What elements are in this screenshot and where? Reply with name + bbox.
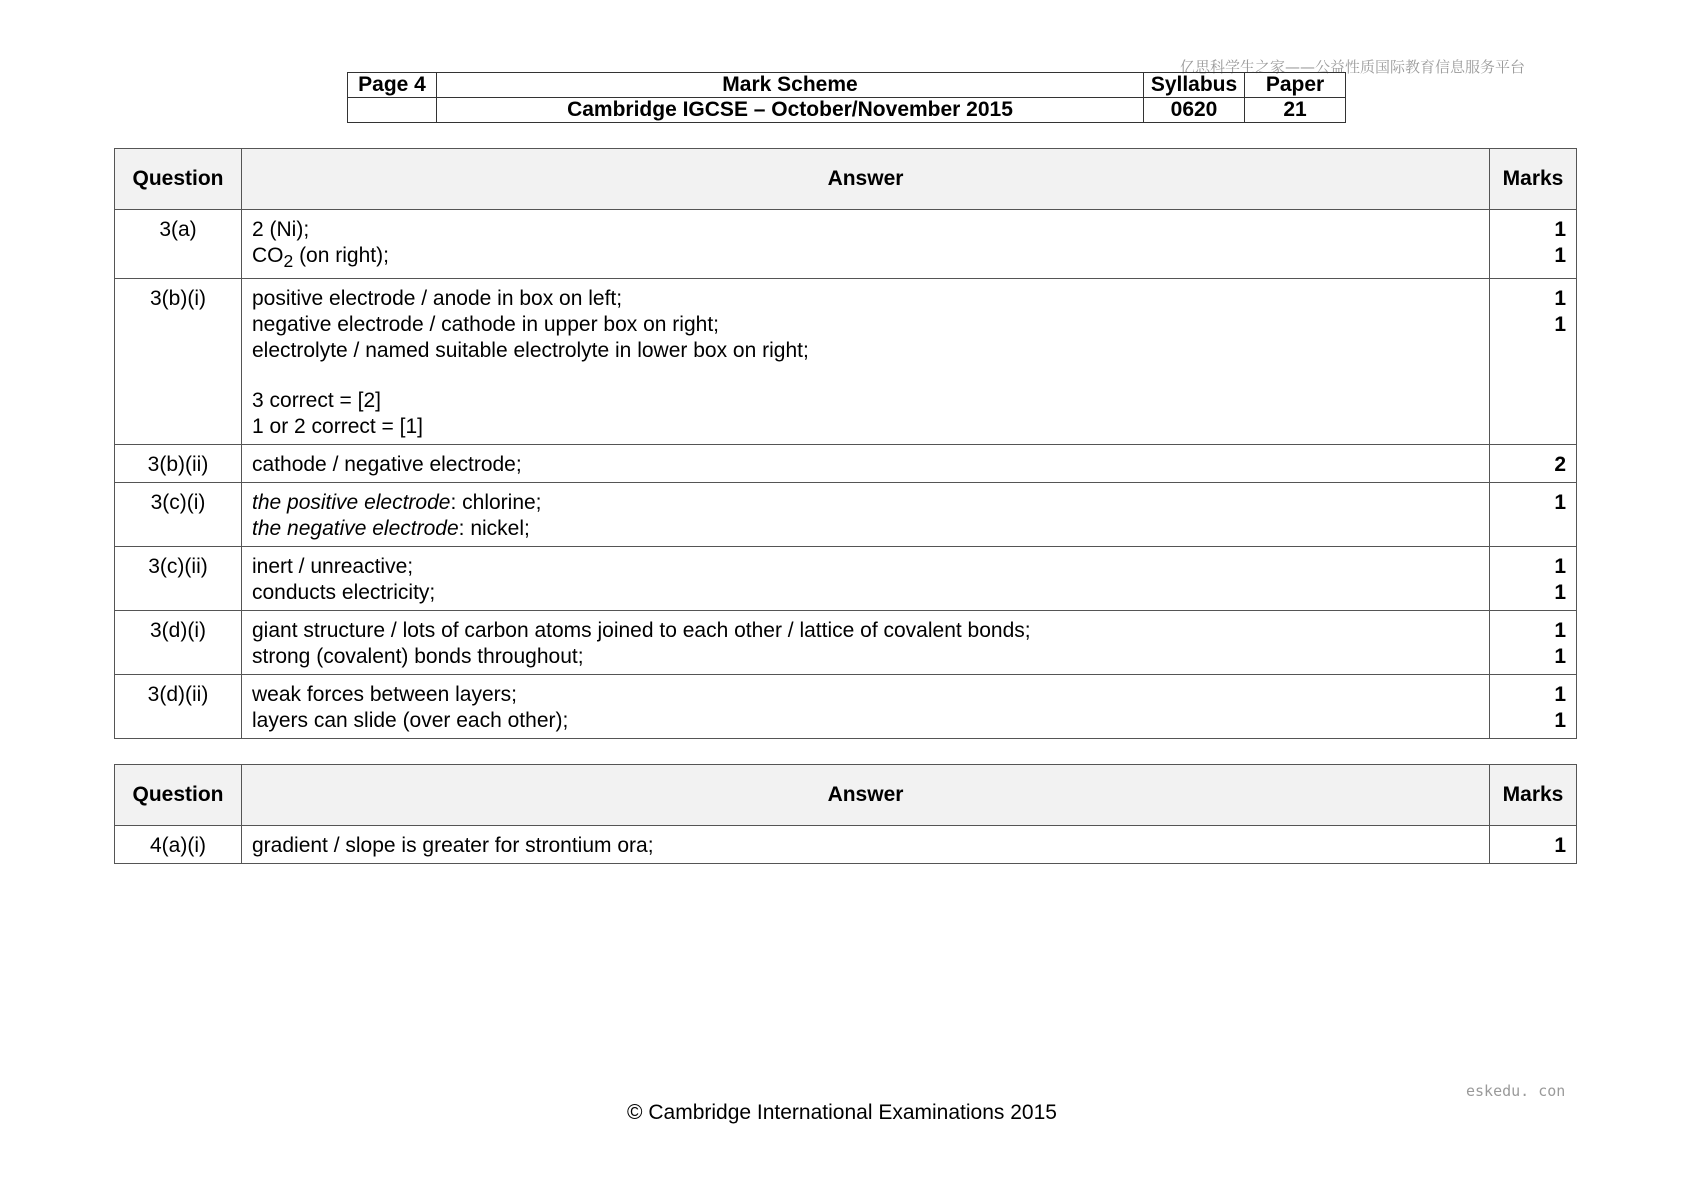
table-row [115,210,1577,279]
answer-text: 2 (Ni); [252,218,310,241]
subscript-text: 2 [283,251,294,272]
table-1-body [115,210,1577,739]
answer-cell [242,547,1490,611]
question-number: 3(c)(ii) [115,547,242,611]
mark-value: 1 [1554,244,1566,267]
marks-cell [1490,826,1577,864]
marks-cell [1490,483,1577,547]
table-header-row [115,765,1577,826]
answer-text: 1 or 2 correct = [1] [252,415,423,439]
answer-text: weak forces between layers; [252,683,517,707]
question-number: 3(b)(i) [115,279,242,445]
mark-value: 1 [1554,645,1566,669]
page-header-table [347,72,1346,123]
answer-line [252,580,1479,606]
mark-scheme-table-2 [114,764,1577,864]
marks-cell [1490,675,1577,739]
table-header-row [115,149,1577,210]
watermark-header-text: 亿思科学生之家——公益性质国际教育信息服务平台 [1180,58,1526,76]
table-row [115,279,1577,445]
answer-line [252,414,1479,440]
question-number: 3(d)(i) [115,611,242,675]
page-number-blank [348,98,437,123]
question-number: 3(c)(i) [115,483,242,547]
answer-text: : nickel; [458,517,530,541]
mark-scheme-table-1 [114,148,1577,739]
table-row [115,826,1577,864]
answer-cell [242,826,1490,864]
column-header-answer: Answer [242,149,1490,210]
syllabus-code: 0620 [1144,98,1245,123]
answer-text: negative electrode / cathode in upper box on right; [252,313,719,337]
answer-text: inert / unreactive; [252,555,414,579]
mark-value: 1 [1554,491,1566,515]
answer-line [252,217,1479,243]
table-row [115,445,1577,483]
answer-line [252,618,1479,644]
question-number: 3(d)(ii) [115,675,242,739]
answer-text: : chlorine; [450,491,542,515]
answer-cell [242,279,1490,445]
exam-session: Cambridge IGCSE – October/November 2015 [437,98,1144,123]
answer-text: giant structure / lots of carbon atoms joined to each other / lattice of covalent bonds; [252,619,1031,643]
marks-cell [1490,445,1577,483]
answer-line [252,644,1479,670]
mark-value: 1 [1554,218,1566,241]
column-header-marks: Marks [1490,765,1577,826]
answer-text: gradient / slope is greater for strontium ora; [252,834,654,857]
answer-line [252,338,1479,364]
table-row [115,547,1577,611]
italic-text: the positive electrode [252,491,451,515]
answer-text: conducts electricity; [252,581,436,605]
mark-value: 1 [1554,581,1566,605]
copyright-footer: © Cambridge International Examinations 2015 [627,1101,1057,1124]
answer-line [252,554,1479,580]
answer-text: (on right); [293,244,389,267]
answer-line [252,516,1479,542]
table-row [115,675,1577,739]
answer-line [252,452,1479,478]
answer-line [252,312,1479,338]
question-number: 4(a)(i) [115,826,242,864]
italic-text: the negative electrode [252,517,459,541]
answer-cell [242,445,1490,483]
watermark-footer-text: eskedu. con [1466,1082,1566,1100]
column-header-answer: Answer [242,765,1490,826]
answer-text: electrolyte / named suitable electrolyte in lower box on right; [252,339,809,363]
mark-value: 1 [1554,287,1566,311]
answer-line [252,682,1479,708]
answer-text: CO [252,244,284,267]
answer-text: cathode / negative electrode; [252,453,522,477]
marks-cell [1490,279,1577,445]
paper-number: 21 [1245,98,1346,123]
answer-line [252,243,1479,274]
answer-cell [242,210,1490,279]
column-header-question: Question [115,149,242,210]
question-number: 3(a) [115,210,242,279]
answer-line [252,286,1479,312]
answer-text: positive electrode / anode in box on left; [252,287,623,311]
mark-value: 1 [1554,313,1566,337]
answer-text: 3 correct = [2] [252,389,381,413]
table-2-body [115,826,1577,864]
mark-value: 1 [1554,709,1566,733]
column-header-marks: Marks [1490,149,1577,210]
mark-value: 1 [1554,683,1566,707]
document-title: Mark Scheme [437,73,1144,98]
answer-line [252,388,1479,414]
paper-label: Paper [1245,73,1346,98]
answer-cell [242,611,1490,675]
question-number: 3(b)(ii) [115,445,242,483]
mark-value: 2 [1554,453,1566,477]
mark-value: 1 [1554,619,1566,643]
answer-line [252,708,1479,734]
answer-cell [242,483,1490,547]
answer-text: strong (covalent) bonds throughout; [252,645,584,669]
marks-cell [1490,547,1577,611]
mark-value: 1 [1554,834,1566,857]
syllabus-label: Syllabus [1144,73,1245,98]
column-header-question: Question [115,765,242,826]
answer-cell [242,675,1490,739]
answer-line [252,833,1479,859]
table-row [115,611,1577,675]
marks-cell [1490,611,1577,675]
marks-cell [1490,210,1577,279]
table-row [115,483,1577,547]
blank-line [252,364,1479,388]
answer-line [252,490,1479,516]
mark-value: 1 [1554,555,1566,579]
page-number: Page 4 [348,73,437,98]
answer-text: layers can slide (over each other); [252,709,569,733]
